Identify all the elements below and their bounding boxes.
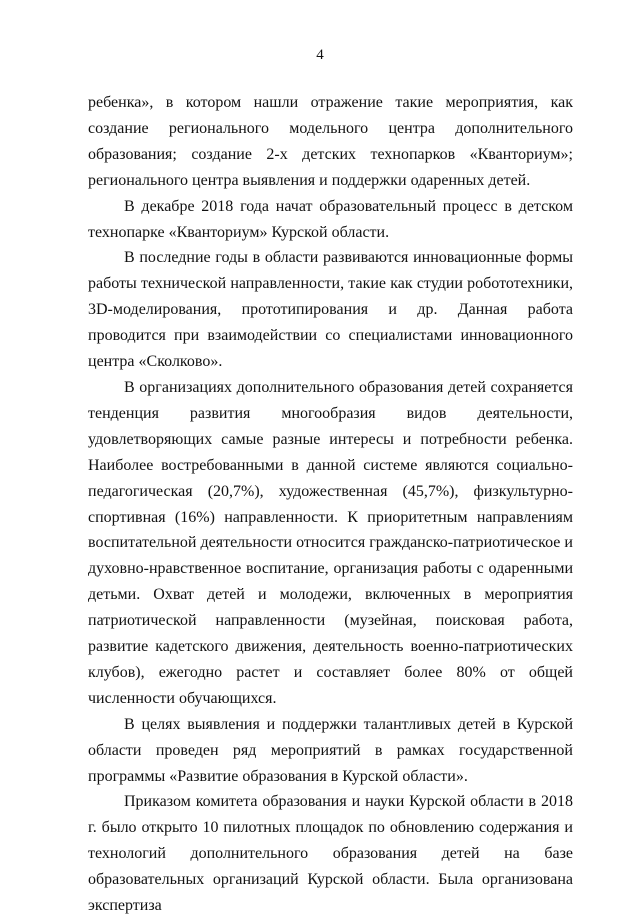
body-text	[88, 90, 573, 919]
paragraph: В декабре 2018 года начат образовательный процесс в детском технопарке «Кванториум» Курской области.	[88, 197, 573, 241]
paragraph: В последние годы в области развиваются инновационные формы работы технической направленности, такие как студии робототехники, 3D-моделирования, прототипирования и др. Данная работа проводится при взаимодействии со специалистами инновационного центра «Сколково».	[88, 249, 573, 371]
page-number: 4	[316, 47, 324, 63]
paragraph: ребенка», в котором нашли отражение такие мероприятия, как создание регионального модельного центра дополнительного образования; создание 2-х детских технопарков «Кванториум»; регионального центра выявления и поддержки одаренных детей.	[88, 94, 573, 189]
paragraph: Приказом комитета образования и науки Курской области в 2018 г. было открыто 10 пилотных площадок по обновлению содержания и технологий дополнительного образования детей на базе образовательных организаций Курской области. Была организована экспертиза	[88, 793, 573, 915]
paragraph: В организациях дополнительного образования детей сохраняется тенденция развития многообразия видов деятельности, удовлетворяющих самые разные интересы и потребности ребенка. Наиболее востребованными в данной системе являются социально-педагогическая (20,7%), художественная (45,7%), физкультурно-спортивная (16%) направленности. К приоритетным направлениям воспитательной деятельности относится гражданско-патриотическое и духовно-нравственное воспитание, организация работы с одаренными детьми. Охват детей и молодежи, включенных в мероприятия патриотической направленности (музейная, поисковая работа, развитие кадетского движения, деятельность военно-патриотических клубов), ежегодно растет и составляет более 80% от общей численности обучающихся.	[88, 378, 573, 707]
paragraph: В целях выявления и поддержки талантливых детей в Курской области проведен ряд мероприятий в рамках государственной программы «Развитие образования в Курской области».	[88, 715, 573, 785]
